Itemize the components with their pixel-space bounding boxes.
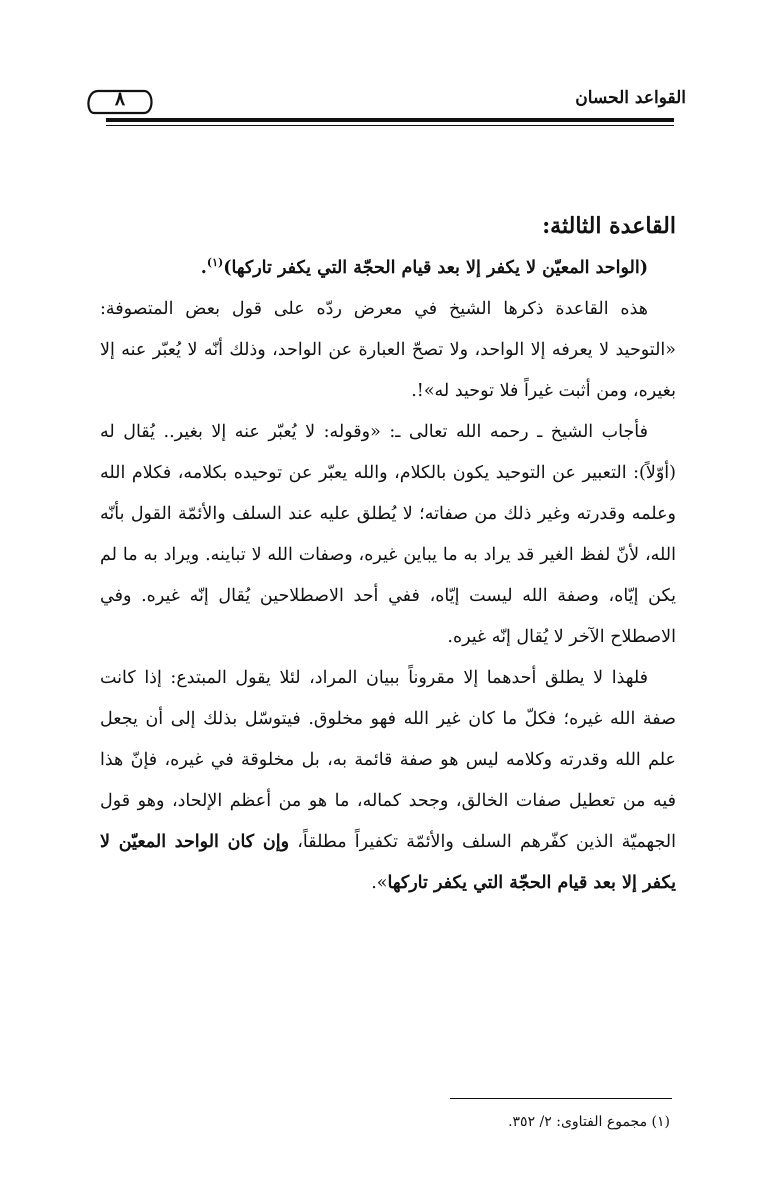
header-rule-thick <box>106 118 674 122</box>
paragraph-3-end: ». <box>371 873 388 893</box>
footnote-reference: (١) <box>206 256 224 270</box>
page-body <box>100 206 676 904</box>
running-title: القواعد الحسان <box>575 88 686 108</box>
paragraph-3-text: فلهذا لا يطلق أحدهما إلا مقروناً ببيان المراد، لئلا يقول المبتدع: إذا كانت صفة الله غيره؛ فكلّ ما كان غير الله فهو مخلوق. فيتوسّل بذلك إلى أن يجعل علم الله وقدرته وكلامه ليس هو صفة قائمة به، بل مخلوقة في غيره، فإنّ هذا فيه من تعطيل صفات الخالق، وجحد كماله، ما هو من أعظم الإلحاد، وهو قول الجهميّة الذين كفّرهم السلف والأئمّة تكفيراً مطلقاً، <box>100 668 676 852</box>
paragraph-1: هذه القاعدة ذكرها الشيخ في معرض ردّه على قول بعض المتصوفة: «التوحيد لا يعرفه إلا الواحد، ولا تصحّ العبارة عن الواحد، وذلك أنّه لا يُعبّر عنه إلا بغيره، ومن أثبت غيراً فلا توحيد له»!. <box>100 299 676 401</box>
header-rule-thin <box>106 125 674 126</box>
page-number-badge <box>84 86 156 116</box>
paragraph-3-bold: وإن كان الواحد المعيّن لا يكفر إلا بعد قيام الحجّة التي يكفر تاركها <box>100 832 676 893</box>
paragraph-2: فأجاب الشيخ ـ رحمه الله تعالى ـ: «وقوله: لا يُعبّر عنه إلا بغير.. يُقال له (أوّلاً): التعبير عن التوحيد يكون بالكلام، والله يعبّر عن توحيده بكلامه، فكلام الله وعلمه وقدرته وغير ذلك من صفاته؛ لا يُطلق عليه عند السلف والأئمّة القول بأنّه الله، لأنّ لفظ الغير قد يراد به ما يباين غيره، وصفات الله لا تباينه. ويراد به ما لم يكن إيّاه، وصفة الله ليست إيّاه، ففي أحد الاصطلاحين يُقال إنّه غيره. وفي الاصطلاح الآخر لا يُقال إنّه غيره. <box>100 422 676 647</box>
section-heading: القاعدة الثالثة: <box>542 213 676 239</box>
page-number: ٨ <box>114 88 126 110</box>
rule-statement-text: (الواحد المعيّن لا يكفر إلا بعد قيام الحجّة التي يكفر تاركها) <box>223 258 648 278</box>
paragraph-3 <box>100 658 676 904</box>
footnote-rule <box>450 1098 672 1099</box>
footnote: (١) مجموع الفتاوى: ٢/ ٣٥٢. <box>508 1114 670 1130</box>
rule-statement <box>100 248 676 289</box>
rule-statement-end: . <box>200 258 207 278</box>
